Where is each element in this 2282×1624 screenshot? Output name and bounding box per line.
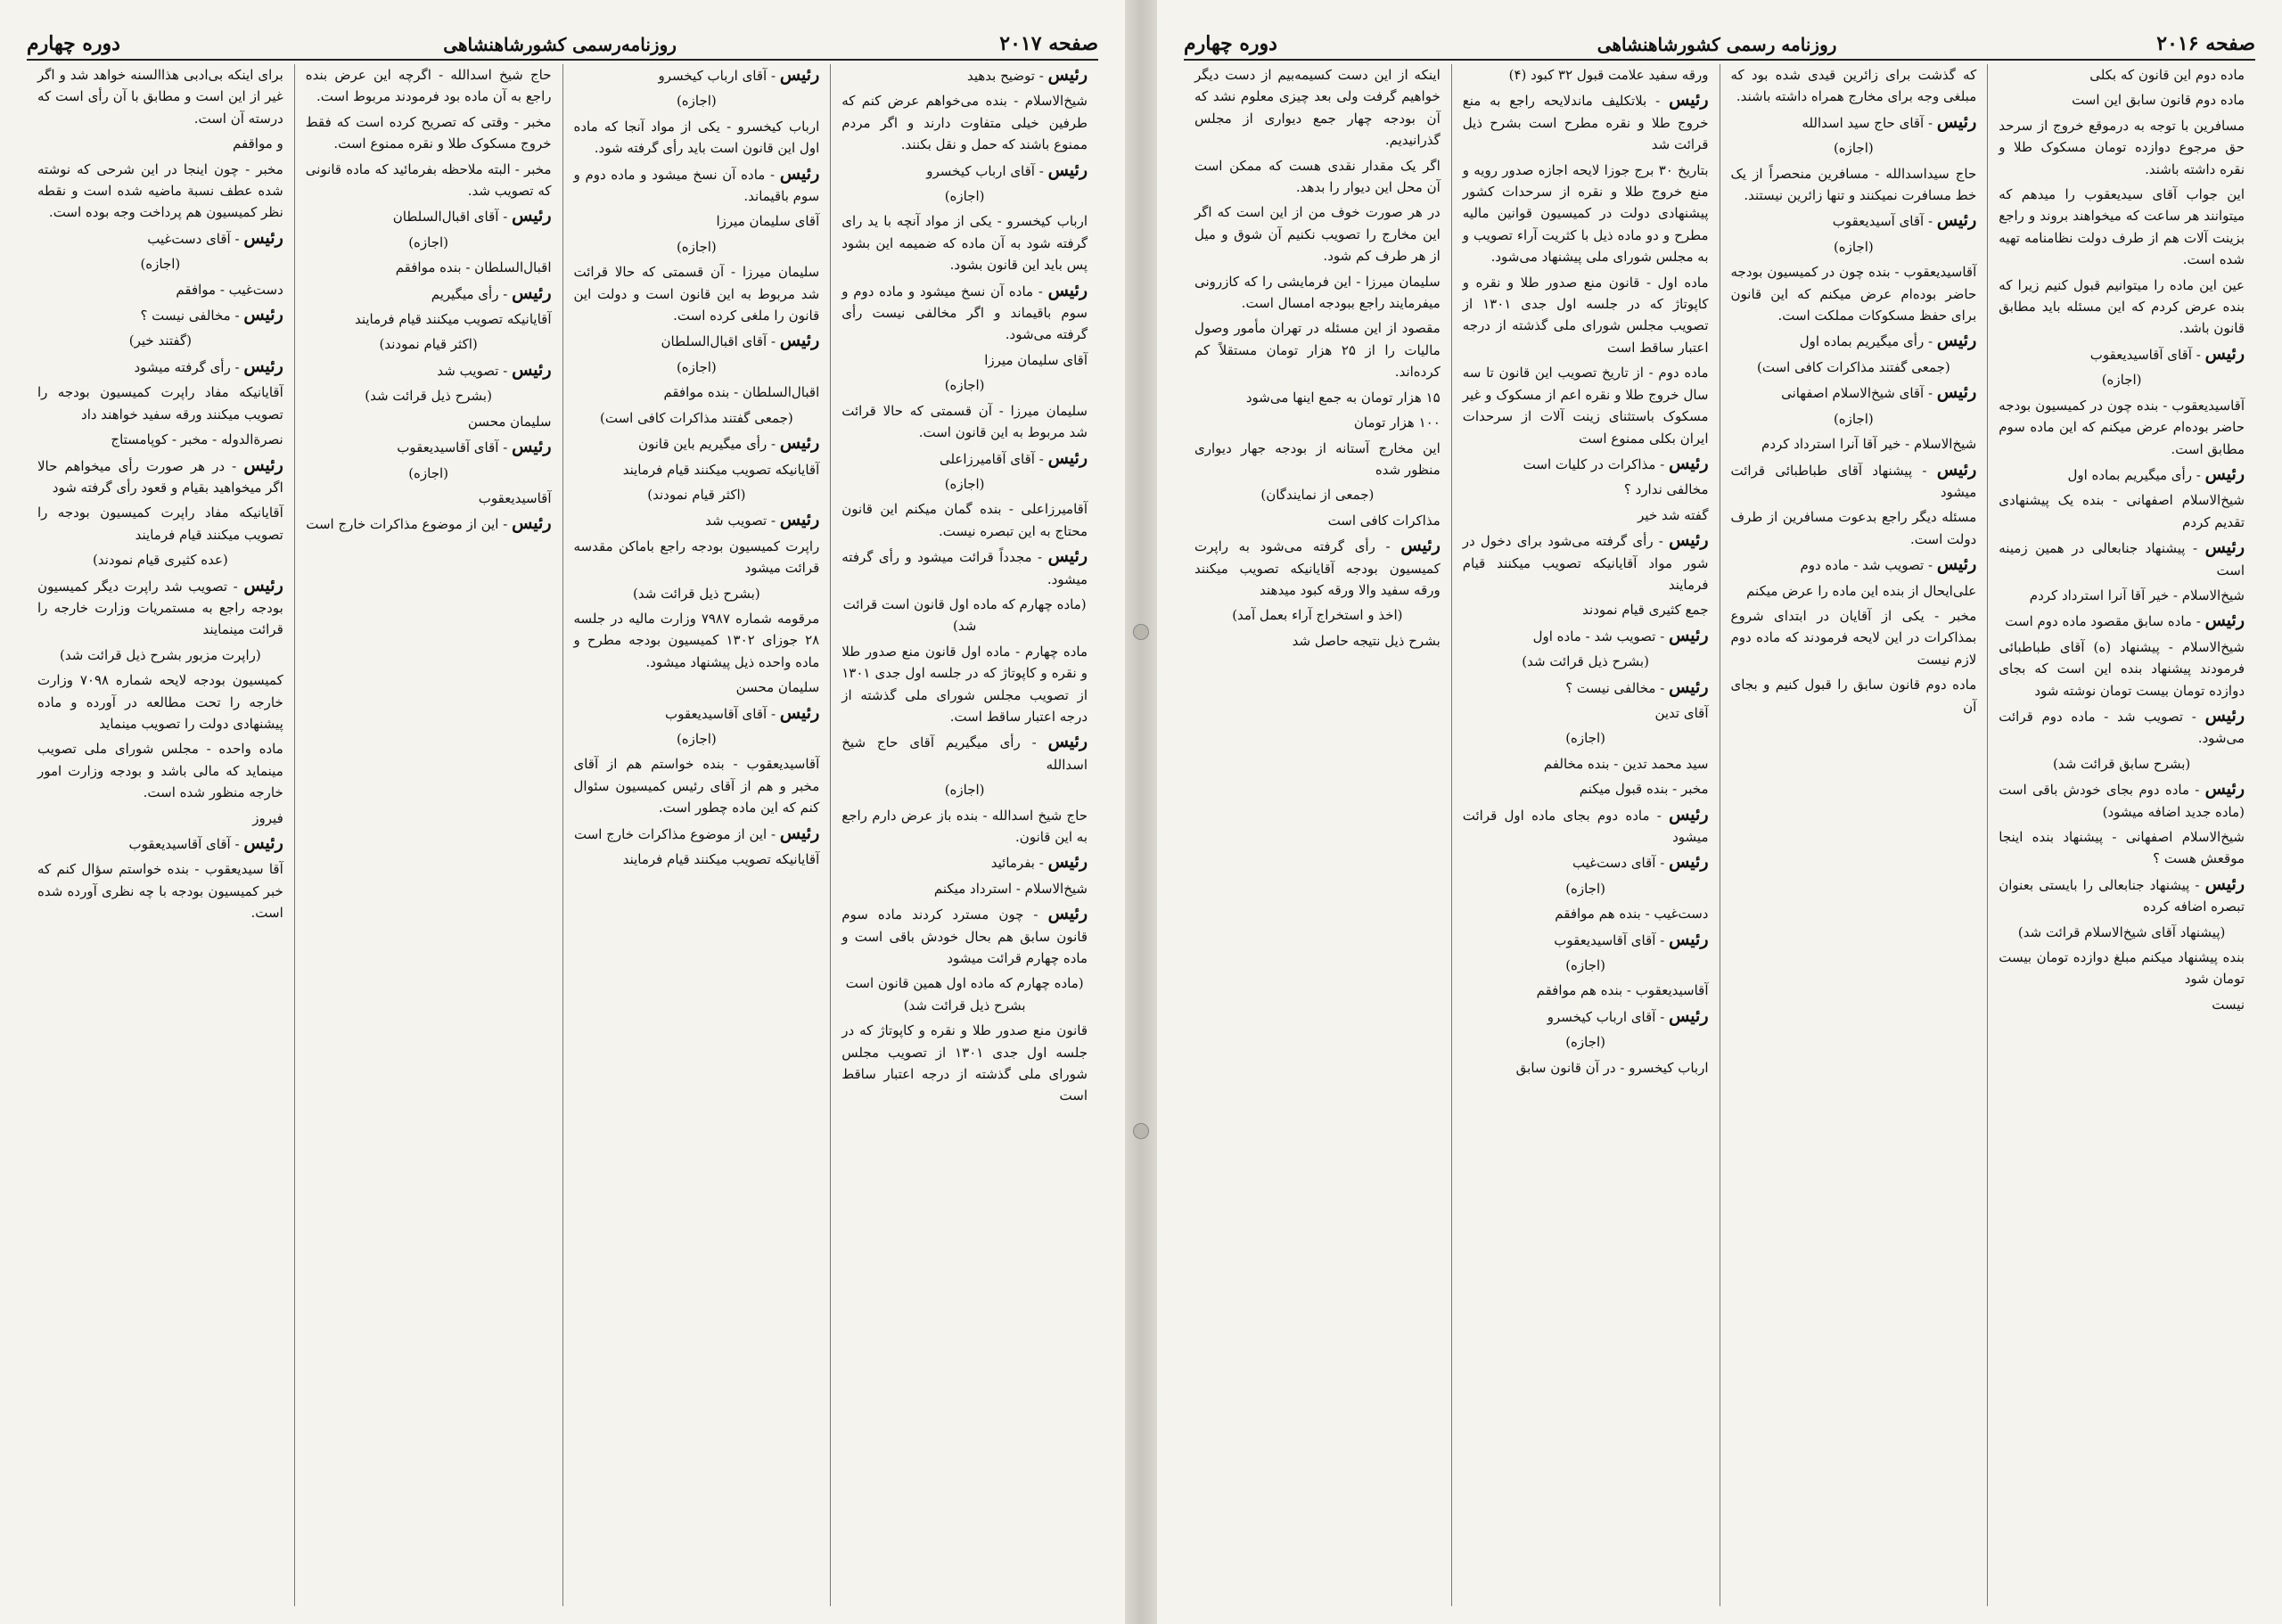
text-column: [294, 64, 562, 1606]
paragraph: رئیس - در هر صورت رأی میخواهم حالا اگر میخواهید بقیام و قعود رأی گرفته شود: [37, 455, 283, 496]
paragraph: رئیس - پیشنهاد آقای طباطبائی قرائت میشود: [1730, 459, 1977, 500]
paragraph: رئیس - آقای آقاسیدیعقوب: [1554, 929, 1709, 949]
paragraph: آقای تدین: [1654, 704, 1709, 721]
paragraph: رئیس - آقای حاج سید اسدالله: [1802, 111, 1977, 132]
text-column: [1451, 64, 1720, 1606]
session-label: دوره چهارم: [27, 32, 120, 55]
paragraph: (بشرح ذیل قرائت شد): [365, 388, 492, 405]
paragraph: (اجازه): [408, 464, 449, 481]
paragraph: (اجازه): [1833, 140, 1874, 157]
paragraph: رئیس - آقای آقاسیدیعقوب: [2089, 343, 2245, 364]
paragraph: (اجازه): [944, 377, 985, 394]
paragraph: آقایانیکه تصویب میکنند قیام فرمایند: [354, 311, 552, 328]
paragraph: مخبر - یکی از آقایان در ابتدای شروع بمذاکرات در این لایحه فرمودند که ماده دوم لازم نیست: [1730, 607, 1977, 668]
paragraph: آقایانیکه تصویب میکنند قیام فرمایند: [622, 461, 820, 478]
paragraph: سلیمان میرزا - آن قسمتی که حالا قرائت شد مربوط به این قانون است و دولت این قانون را ملغی کرده است.: [573, 264, 820, 324]
paragraph: رئیس - رأی گرفته می‌شود به راپرت کمیسیون بودجه آقایانیکه تصویب میکنند ورقه سفید والا ورقه کبود میدهند: [1194, 536, 1441, 598]
paragraph: رئیس - رأی میگیریم باین قانون: [637, 433, 820, 454]
paragraph: (اجازه): [944, 188, 985, 205]
paragraph: رئیس - ماده دوم بجای ماده اول قرائت میشود: [1462, 804, 1709, 845]
paragraph: اقبال‌السلطان - بنده موافقم: [395, 259, 552, 276]
paragraph: مخالفی ندارد ؟: [1623, 481, 1709, 498]
paragraph: ماده دوم این قانون که بکلی: [2089, 67, 2245, 83]
text-column: [1184, 64, 1451, 1606]
paragraph: آقایانیکه مفاد راپرت کمیسیون بودجه را تصویب میکنند ورقه سفید خواهند داد: [37, 384, 283, 422]
paragraph: رئیس - آقای آقامیرزاعلی: [939, 447, 1088, 468]
paragraph: (اجازه): [944, 782, 985, 799]
paragraph: فیروز: [252, 809, 283, 826]
paragraph: ۱۵ هزار تومان به جمع اینها می‌شود: [1245, 389, 1441, 406]
paragraph: رئیس - آقای آسیدیعقوب: [1832, 210, 1977, 231]
paragraph: کمیسیون بودجه لایحه شماره ۷۰۹۸ وزارت خارجه را تحت مطالعه در آورده و ماده پیشنهادی دولت را تصویب مینماید: [37, 672, 283, 732]
paragraph: نصرةالدوله - مخبر - کوپامستاج: [111, 431, 283, 448]
text-column: [27, 64, 294, 1606]
paragraph: (اجازه): [408, 234, 449, 250]
paragraph: ارباب کیخسرو - یکی از مواد آنجا که ماده اول این قانون است باید رأی گرفته شود.: [573, 118, 820, 157]
binding-gutter: [1125, 0, 1157, 1624]
paragraph: رئیس - مذاکرات در کلیات است: [1523, 453, 1709, 473]
paragraph: جمع کثیری قیام نمودند: [1582, 602, 1709, 619]
paragraph: رئیس - ماده آن نسخ میشود و ماده دوم و سوم باقیماند و اگر مخالفی نیست رأی گرفته می‌شود.: [841, 280, 1088, 343]
paragraph: (جمعی از نمایندگان): [1260, 487, 1375, 504]
paragraph: سلیمان میرزا - این فرمایشی را که کازرونی میفرمایند راجع ببودجه امسال است.: [1194, 273, 1441, 312]
paragraph: بتاریخ ۳۰ برج جوزا لایحه اجازه صدور رویه و منع خروج طلا و نقره از سرحدات کشور پیشنهادی دولت در کمیسیون قوانین مالیه مطرح و دو ماده ذیل با کثریت آراء تصویب و به مجلس شورای ملی پیشنهاد می‌شود.: [1462, 161, 1709, 266]
paragraph: آقاسیدیعقوب: [478, 489, 552, 506]
paragraph: رئیس - این از موضوع مذاکرات خارج است: [573, 823, 820, 843]
session-label: دوره چهارم: [1184, 32, 1277, 55]
paragraph: رئیس - مجدداً قرائت میشود و رأی گرفته میشود.: [841, 546, 1088, 587]
paragraph: راپرت کمیسیون بودجه راجع باماکن مقدسه قرائت میشود: [573, 537, 820, 577]
paragraph: (اکثر قیام نمودند): [379, 336, 478, 353]
paragraph: (اخذ و استخراج آراء بعمل آمد): [1232, 607, 1403, 624]
paragraph: رئیس - تصویب شد - ماده دوم: [1800, 554, 1977, 575]
paragraph: رئیس - رأی میگیریم بماده اول: [2067, 463, 2245, 484]
paragraph: گفته شد خیر: [1638, 506, 1709, 523]
text-column: [1987, 64, 2255, 1606]
paragraph: ماده دوم قانون سابق این است: [2072, 92, 2245, 109]
paragraph: بشرح ذیل نتیجه حاصل شد: [1292, 632, 1441, 649]
paragraph: آقاسیدیعقوب - بنده چون در کمیسیون بودجه حاضر بوده‌ام عرض میکنم که این ماده سوم مطابق است.: [1999, 397, 2245, 457]
paragraph: رئیس - آقای دست‌غیب: [1572, 852, 1709, 873]
paragraph: (اکثر قیام نمودند): [647, 486, 746, 503]
paragraph: رئیس - آقای ارباب کیخسرو: [658, 65, 820, 85]
paragraph: حاج شیخ اسدالله - اگرچه این عرض بنده راجع به آن ماده بود فرمودند مربوط است.: [305, 67, 552, 105]
paragraph: مقصود از این مسئله در تهران مأمور وصول مالیات را از ۲۵ هزار تومان مستقلاً کم کرده‌اند.: [1194, 320, 1441, 381]
paragraph: (ماده چهارم که ماده اول همین قانون است بشرح ذیل قرائت شد): [845, 975, 1084, 1013]
paragraph: ماده اول - قانون منع صدور طلا و نقره و کاپوتاژ که در جلسه اول جدی ۱۳۰۱ از تصویب مجلس شورای ملی گذشته از درجه اعتبار ساقط است: [1462, 274, 1709, 356]
binding-hole: [1133, 1123, 1149, 1139]
page-number: صفحه ۲۰۱۷: [999, 32, 1098, 55]
paragraph: شیخ‌الاسلام اصفهانی - بنده یک پیشنهادی تقدیم کردم: [1999, 492, 2245, 530]
paragraph: شیخ‌الاسلام - خیر آقا آنرا استرداد کردم: [1761, 436, 1977, 453]
page-header: [1184, 12, 2255, 61]
paragraph: آقای سلیمان میرزا: [984, 351, 1088, 368]
page-number: صفحه ۲۰۱۶: [2156, 32, 2255, 55]
paragraph: آقایانیکه تصویب میکنند قیام فرمایند: [622, 851, 820, 867]
paragraph: ارباب کیخسرو - یکی از مواد آنچه با ید رای گرفته شود به آن ماده که ضمیمه این بشود پس باید این قانون بشود.: [841, 213, 1088, 274]
paragraph: (اجازه): [2101, 372, 2142, 389]
paragraph: رئیس - این از موضوع مذاکرات خارج است: [306, 513, 552, 534]
paragraph: شیخ‌الاسلام - بنده می‌خواهم عرض کنم که طرفین خیلی متفاوت دارند و اگر مردم ممنوع باشند که حمل و نقل بکنند.: [841, 93, 1088, 153]
paragraph: این جواب آقای سیدیعقوب را میدهم که میتوانند هر ساعت که میخواهند بروند و راجع بزینت آلات هم از طرف دولت نظامنامه تهیه شده است.: [1999, 186, 2245, 268]
paragraph: آقای سلیمان میرزا: [716, 213, 820, 230]
paragraph: رئیس - رأی گرفته میشود: [134, 356, 283, 376]
paragraph: (اجازه): [1565, 957, 1606, 974]
paragraph: (اجازه): [676, 93, 717, 110]
paragraph: (گفتند خیر): [128, 332, 192, 349]
paragraph: رئیس - بفرمائید: [990, 852, 1088, 873]
paragraph: رئیس - آقای شیخ‌الاسلام اصفهانی: [1781, 382, 1977, 403]
paragraph: در هر صورت خوف من از این است که اگر این مخارج را تصویب نکنیم آن شوق و میل از هر طرف کم شود.: [1194, 204, 1441, 265]
paragraph: رئیس - آقای ارباب کیخسرو: [1547, 1005, 1709, 1026]
paragraph: ماده چهارم - ماده اول قانون منع صدور طلا و نقره و کاپوتاژ که در جلسه اول جدی ۱۳۰۱ از تصویب مجلس شورای ملی گذشته از درجه اعتبار ساقط است.: [841, 643, 1088, 725]
gazette-title: روزنامه‌رسمی کشورشاهنشاهی: [443, 34, 677, 55]
paragraph: (ماده چهارم که ماده اول قانون است قرائت شد): [842, 595, 1087, 635]
paragraph: (اجازه): [676, 358, 717, 375]
paragraph: دست‌غیب - موافقم: [176, 281, 283, 298]
paragraph: آقا سیدیعقوب - بنده خواستم سؤال کنم که خبر کمیسیون بودجه با چه نظری آورده شده است.: [37, 861, 283, 922]
paragraph: رئیس - آقای آقاسیدیعقوب: [128, 833, 283, 853]
paragraph: رئیس - رأی میگیریم: [431, 283, 552, 303]
paragraph: مسئله دیگر راجع بدعوت مسافرین از طرف دولت است.: [1730, 509, 1977, 547]
paragraph: آقاسیدیعقوب - بنده هم موافقم: [1536, 982, 1709, 999]
paragraph: (جمعی گفتند مذاکرات کافی است): [1757, 358, 1950, 375]
paragraph: برای اینکه بی‌ادبی هذاالسنه خواهد شد و اگر غیر از این است و مطابق با آن رأی است که درسته آن است.: [37, 67, 283, 127]
paragraph: (پیشنهاد آقای شیخ‌الاسلام قرائت شد): [2017, 923, 2226, 940]
paragraph: رئیس - رأی میگیریم بماده اول: [1799, 331, 1977, 351]
paragraph: رئیس - ماده آن نسخ میشود و ماده دوم و سوم باقیماند.: [573, 163, 820, 205]
paragraph: (اجازه): [1565, 1034, 1606, 1051]
paragraph: رئیس - بلاتکلیف ماندلایحه راجع به منع خروج طلا و نقره مطرح است بشرح ذیل قرائت شد: [1462, 90, 1709, 153]
paragraph: رئیس - تصویب شد: [705, 510, 820, 530]
paragraph: ماده واحده - مجلس شورای ملی تصویب مینماید که مالی باشد و بودجه وزارت امور خارجه منظور شده است.: [37, 741, 283, 801]
paragraph: سید محمد تدین - بنده مخالفم: [1543, 755, 1709, 772]
paragraph: رئیس - چون مسترد کردند ماده سوم قانون سابق هم بحال خودش باقی است و ماده چهارم قرائت میشود: [841, 904, 1088, 967]
paragraph: نیست: [2212, 996, 2245, 1013]
paragraph: (اجازه): [1833, 410, 1874, 427]
paragraph: عین این ماده را میتوانیم قبول کنیم زیرا که بنده عرض کردم که این مسئله باید مطابق قانون باشد.: [1999, 276, 2245, 337]
paragraph: رئیس - تصویب شد - ماده دوم قرائت می‌شود.: [1999, 705, 2245, 747]
paragraph: رئیس - ماده سابق مقصود ماده دوم است: [2005, 611, 2245, 631]
paragraph: و مواقفم: [233, 135, 283, 152]
paragraph: بنده پیشنهاد میکنم مبلغ دوازده تومان بیست تومان شود: [1999, 949, 2245, 988]
paragraph: (بشرح سابق قرائت شد): [2052, 755, 2191, 772]
column-container: [27, 64, 1098, 1606]
paragraph: ماده دوم قانون سابق را قبول کنیم و بجای آن: [1730, 677, 1977, 715]
paragraph: اینکه از این دست کسیمه‌بیم از دست دیگر خواهیم گرفت ولی بعد چیزی معلوم نشد که آن بودجه چهار جمع دیواری از مجلس گذرانیدیم.: [1194, 67, 1441, 149]
paragraph: مرقومه شماره ۷۹۸۷ وزارت مالیه در جلسه ۲۸ جوزای ۱۳۰۲ کمیسیون بودجه مطرح و ماده واحده ذیل پیشنهاد میشود.: [573, 610, 820, 670]
paragraph: حاج شیخ اسدالله - بنده باز عرض دارم راجع به این قانون.: [841, 807, 1088, 845]
paragraph: رئیس - تصویب شد - ماده اول: [1532, 625, 1709, 645]
paragraph: قانون منع صدور طلا و نقره و کاپوتاژ که در جلسه اول جدی ۱۳۰۱ از تصویب مجلس شورای ملی گذشته از درجه اعتبار ساقط است: [841, 1022, 1088, 1104]
paragraph: رئیس - پیشنهاد جنابعالی را بایستی بعنوان تبصره اضافه کرده: [1999, 874, 2245, 915]
paragraph: رئیس - آقای آقاسیدیعقوب: [665, 702, 820, 723]
paragraph: مخبر - چون اینجا در این شرحی که نوشته شده عطف نسبة ماضیه شده است و نقطه نظر کمیسیون هم پرداخت وجه بوده است.: [37, 160, 283, 221]
paragraph: رئیس - آقای ارباب کیخسرو: [926, 160, 1088, 180]
paragraph: (اجازه): [1565, 880, 1606, 897]
paragraph: آقایانیکه مفاد راپرت کمیسیون بودجه را تصویب میکنند قیام فرمایند: [37, 504, 283, 543]
paragraph: رئیس - ماده دوم بجای خودش باقی است (ماده جدید اضافه میشود): [1999, 779, 2245, 820]
paragraph: سلیمان محسن: [467, 413, 552, 430]
paragraph: سلیمان محسن: [735, 679, 820, 696]
paragraph: آقامیرزاعلی - بنده گمان میکنم این قانون محتاج به این تبصره نیست.: [841, 501, 1088, 539]
paragraph: (بشرح ذیل قرائت شد): [633, 585, 760, 602]
paragraph: رئیس - آقای اقبال‌السلطان: [661, 331, 820, 351]
paragraph: (اجازه): [1833, 238, 1874, 255]
paragraph: (راپرت مزبور بشرح ذیل قرائت شد): [60, 646, 261, 663]
paragraph: دست‌غیب - بنده هم موافقم: [1555, 906, 1709, 923]
paragraph: که گذشت برای زائرین قیدی شده بود که مبلغی وجه برای مخارج همراه داشته باشند.: [1730, 67, 1977, 105]
paragraph: ورقه سفید علامت قبول ۳۲ کبود (۴): [1508, 67, 1709, 83]
paragraph: رئیس - تصویب شد: [437, 359, 552, 380]
paragraph: رئیس - آقای دست‌غیب: [147, 227, 283, 248]
paragraph: رئیس - آقای اقبال‌السلطان: [392, 206, 552, 226]
paragraph: رئیس - مخالفی نیست ؟: [140, 305, 283, 325]
paragraph: مخبر - البته ملاحظه بفرمائید که ماده قانونی که تصویب شد.: [305, 160, 552, 200]
paragraph: شیخ‌الاسلام اصفهانی - پیشنهاد بنده اینجا موقعش هست ؟: [1999, 829, 2245, 867]
paragraph: رئیس - تصویب شد راپرت دیگر کمیسیون بودجه راجع به مستمریات وزارت خارجه را قرائت مینمایند: [37, 575, 283, 638]
paragraph: علی‌ایحال از بنده این ماده را عرض میکنم: [1746, 582, 1977, 599]
paragraph: رئیس - توضیح بدهید: [966, 65, 1088, 85]
paragraph: (بشرح ذیل قرائت شد): [1522, 653, 1649, 670]
paragraph: (اجازه): [676, 730, 717, 747]
paragraph: اگر یک مقدار نقدی هست که ممکن است آن محل این دیوار را بدهد.: [1194, 157, 1441, 196]
paragraph: رئیس - رأی میگیریم آقای حاج شیخ اسدالله: [841, 732, 1088, 773]
paragraph: آقاسیدیعقوب - بنده خواستم هم از آقای مخبر و هم از آقای رئیس کمیسیون سئوال کنم که این ماده چطور است.: [573, 756, 820, 816]
paragraph: مسافرین با توجه به درموقع خروج از سرحد حق مرجوع دوازده تومان مسکوک طلا و نقره داشته باشند.: [1999, 117, 2245, 177]
paragraph: (اجازه): [140, 256, 181, 273]
gazette-title: روزنامه رسمی کشورشاهنشاهی: [1597, 34, 1837, 55]
paragraph: ماده دوم - از تاریخ تصویب این قانون تا سه سال خروج طلا و نقره اعم از مسکوک و غیر مسکوک باستثنای زینت آلات از سرحدات ایران بکلی ممنوع است: [1462, 365, 1709, 447]
paragraph: مخبر - وقتی که تصریح کرده است که فقط خروج مسکوک طلا و نقره ممنوع است.: [305, 113, 552, 152]
paragraph: (اجازه): [944, 475, 985, 492]
paragraph: ارباب کیخسرو - در آن قانون سابق: [1515, 1059, 1709, 1076]
paragraph: (اجازه): [1565, 730, 1606, 747]
text-column: [1720, 64, 1988, 1606]
paragraph: ۱۰۰ هزار تومان: [1353, 414, 1441, 431]
right-page: [1157, 0, 2282, 1624]
paragraph: آقاسیدیعقوب - بنده چون در کمیسیون بودجه حاضر بوده‌ام عرض میکنم که این قانون برای حفظ مسکوکات مملکت است.: [1730, 264, 1977, 324]
paragraph: (اجازه): [676, 238, 717, 255]
paragraph: (جمعی گفتند مذاکرات کافی است): [600, 409, 793, 426]
paragraph: رئیس - پیشنهاد جنابعالی در همین زمینه است: [1999, 537, 2245, 578]
binding-hole: [1133, 624, 1149, 640]
left-page: [0, 0, 1125, 1624]
paragraph: (عده کثیری قیام نمودند): [92, 552, 228, 569]
paragraph: اقبال‌السلطان - بنده موافقم: [663, 384, 820, 401]
text-column: [562, 64, 831, 1606]
paragraph: رئیس - مخالفی نیست ؟: [1565, 677, 1709, 697]
paragraph: سلیمان میرزا - آن قسمتی که حالا قرائت شد مربوط به این قانون است.: [841, 402, 1088, 441]
paragraph: شیخ‌الاسلام - خیر آقا آنرا استرداد کردم: [2029, 586, 2245, 603]
text-column: [830, 64, 1098, 1606]
paragraph: مذاکرات کافی است: [1327, 512, 1441, 529]
paragraph: شیخ‌الاسلام - پیشنهاد (ه) آقای طباطبائی فرمودند پیشنهاد بنده این است که بجای دوازده تومان بیست تومان نوشته شود: [1999, 638, 2245, 699]
paragraph: رئیس - رأی گرفته می‌شود برای دخول در شور مواد آقایانیکه تصویب میکنند قیام فرمایند: [1462, 530, 1709, 593]
paragraph: رئیس - آقای آقاسیدیعقوب: [397, 437, 552, 457]
paragraph: شیخ‌الاسلام - استرداد میکنم: [933, 880, 1088, 897]
paragraph: این مخارج آستانه از بودجه جهار دیواری منظور شده: [1194, 439, 1441, 478]
paragraph: حاج سیداسدالله - مسافرین منحصراً از یک خط مسافرت نمیکنند و تنها زائرین نیستند.: [1730, 165, 1977, 204]
paragraph: مخبر - بنده قبول میکنم: [1579, 781, 1709, 798]
column-container: [1184, 64, 2255, 1606]
page-header: [27, 12, 1098, 61]
